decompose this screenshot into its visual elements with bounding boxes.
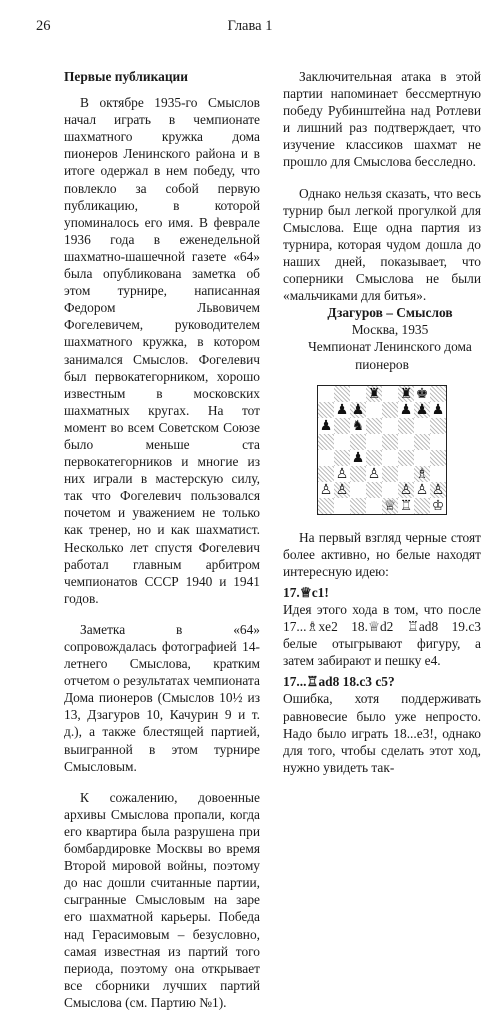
- board-square: [318, 434, 334, 450]
- left-column: [64, 68, 260, 1011]
- board-square: [430, 466, 446, 482]
- board-square: [382, 402, 398, 418]
- chess-diagram: [317, 385, 447, 515]
- chapter-title: Глава 1: [227, 18, 273, 34]
- board-square: [382, 386, 398, 402]
- page-number: 26: [36, 18, 51, 34]
- board-square: [382, 498, 398, 514]
- board-square: [382, 482, 398, 498]
- board-square: [414, 386, 430, 402]
- board-square: [350, 466, 366, 482]
- board-square: [398, 402, 414, 418]
- chess-piece: ♟: [351, 401, 365, 418]
- chess-piece: ♙: [335, 465, 349, 482]
- chess-piece: ♟: [399, 401, 413, 418]
- board-square: [430, 498, 446, 514]
- board-square: [414, 466, 430, 482]
- board-square: [350, 498, 366, 514]
- chess-piece: ♟: [351, 449, 365, 466]
- move-comment: Идея этого хода в том, что после 17...♗xe2 18.♕d2 ♖ad8 19.c3 белые отыгрывают фигуру, а затем забирают и пешку e4.: [283, 601, 481, 669]
- chess-piece: ♚: [415, 385, 429, 402]
- move-notation: 17...♖ad8 18.c3 c5?: [283, 674, 395, 690]
- chess-piece: ♔: [431, 497, 445, 514]
- board-square: [366, 482, 382, 498]
- board-square: [350, 418, 366, 434]
- board-square: [366, 466, 382, 482]
- board-square: [318, 466, 334, 482]
- board-square: [334, 434, 350, 450]
- chess-board: [318, 386, 446, 514]
- board-square: [398, 498, 414, 514]
- chess-piece: ♙: [431, 481, 445, 498]
- board-square: [382, 450, 398, 466]
- paragraph: Заметка в «64» сопровождалась фотографией 14-летнего Смыслова, кратким отчетом о результатах чемпионата Дома пионеров (Смыслов 10½ из 13, Дзагуров 10, Качурин 9 и т. д.), а также блестящей партией, выигранной в этом турнире Смысловым.: [64, 621, 260, 774]
- board-square: [414, 434, 430, 450]
- board-square: [366, 402, 382, 418]
- board-square: [334, 402, 350, 418]
- chess-piece: ♙: [415, 481, 429, 498]
- game-event: Чемпионат Ленинского дома пионеров: [308, 339, 472, 372]
- board-square: [318, 450, 334, 466]
- board-square: [398, 450, 414, 466]
- move-comment: Ошибка, хотя поддерживать равновесие было уже непросто. Надо было играть 18...e3!, однако для того, чтобы сделать этот ход, нужно увидеть так-: [283, 691, 481, 775]
- board-square: [334, 418, 350, 434]
- board-square: [430, 434, 446, 450]
- board-square: [382, 466, 398, 482]
- board-square: [366, 498, 382, 514]
- move-notation: 17.♕c1!: [283, 584, 329, 600]
- board-square: [382, 418, 398, 434]
- board-square: [350, 386, 366, 402]
- page-header: [36, 18, 464, 40]
- chess-piece: ♙: [319, 481, 333, 498]
- chess-piece: ♟: [335, 401, 349, 418]
- board-square: [414, 402, 430, 418]
- board-square: [414, 450, 430, 466]
- paragraph: Заключительная атака в этой партии напоминает бессмертную победу Рубинштейна над Ротлеви и лишний раз подтверждает, что изучение классиков шахмат не прошло для Смыслова бесследно.: [283, 69, 481, 170]
- board-square: [318, 418, 334, 434]
- board-square: [398, 418, 414, 434]
- board-square: [430, 482, 446, 498]
- chess-piece: ♗: [415, 465, 429, 482]
- board-square: [414, 418, 430, 434]
- board-square: [430, 418, 446, 434]
- chess-piece: ♞: [351, 417, 365, 434]
- board-square: [334, 498, 350, 514]
- chess-piece: ♕: [383, 497, 397, 514]
- chess-piece: ♟: [319, 417, 333, 434]
- board-square: [350, 482, 366, 498]
- board-square: [430, 450, 446, 466]
- board-square: [382, 434, 398, 450]
- chess-piece: ♙: [367, 465, 381, 482]
- paragraph: На первый взгляд черные стоят более активно, но белые находят интересную идею:: [283, 529, 481, 579]
- board-square: [318, 498, 334, 514]
- chess-piece: ♙: [399, 481, 413, 498]
- chess-piece: ♟: [415, 401, 429, 418]
- section-title: Первые публикации: [64, 69, 188, 84]
- game-place: Москва, 1935: [351, 322, 429, 338]
- right-column: [283, 68, 481, 776]
- board-square: [366, 450, 382, 466]
- board-square: [350, 450, 366, 466]
- board-square: [334, 450, 350, 466]
- board-square: [398, 386, 414, 402]
- chess-piece: ♟: [431, 401, 445, 418]
- board-square: [350, 402, 366, 418]
- chess-piece: ♜: [367, 385, 381, 402]
- board-square: [398, 482, 414, 498]
- board-square: [414, 482, 430, 498]
- board-square: [334, 482, 350, 498]
- board-square: [430, 386, 446, 402]
- board-square: [334, 386, 350, 402]
- board-square: [398, 466, 414, 482]
- board-square: [334, 466, 350, 482]
- board-square: [366, 386, 382, 402]
- paragraph: К сожалению, довоенные архивы Смыслова пропали, когда его квартира была разрушена при бомбардировке Москвы во время Второй мировой войны, поэтому до нас дошли считанные партии, сыгранные Смысловым на заре его шахматной карьеры. Победа над Герасимовым – безусловно, самая известная из партий того периода, поэтому она открывает все сборники лучших партий Смыслова (см. Партию №1).: [64, 789, 260, 1010]
- board-square: [414, 498, 430, 514]
- paragraph: Однако нельзя сказать, что весь турнир был легкой прогулкой для Смыслова. Еще одна партия из турнира, которая чудом дошла до наших дней, показывает, что соперники Смыслова не были «мальчиками для битья».: [283, 185, 481, 304]
- board-square: [318, 482, 334, 498]
- board-square: [350, 434, 366, 450]
- game-title: Дзагуров – Смыслов: [327, 305, 453, 321]
- chess-piece: ♖: [399, 497, 413, 514]
- board-square: [318, 386, 334, 402]
- board-square: [366, 418, 382, 434]
- board-square: [398, 434, 414, 450]
- chess-piece: ♜: [399, 385, 413, 402]
- paragraph: В октябре 1935-го Смыслов начал играть в чемпионате шахматного кружка дома пионеров Ленинского района и в итоге одержал в нем победу, что повлекло за собой первую публикацию, в которой упоминалось его имя. В феврале 1936 года в еженедельной шахматно-шашечной газете «64» была опубликована заметка об этом турнире, написанная Федором Львовичем Фогелевичем, руководителем шахматного кружка, в котором занимался Смыслов. Фогелевич был первокатегорником, хорошо известным в московских шахматных кругах. На тот момент во всем Советском Союзе было меньше ста первокатегорников и многие из них играли в мастерскую силу, так что Фогелевич пользовался почетом и уважением не только как тренер, но и как шахматист. Несколько лет спустя Фогелевич работал главным арбитром чемпионатов СССР 1940 и 1941 годов.: [64, 95, 260, 606]
- board-square: [318, 402, 334, 418]
- board-square: [430, 402, 446, 418]
- chess-piece: ♙: [335, 481, 349, 498]
- board-square: [366, 434, 382, 450]
